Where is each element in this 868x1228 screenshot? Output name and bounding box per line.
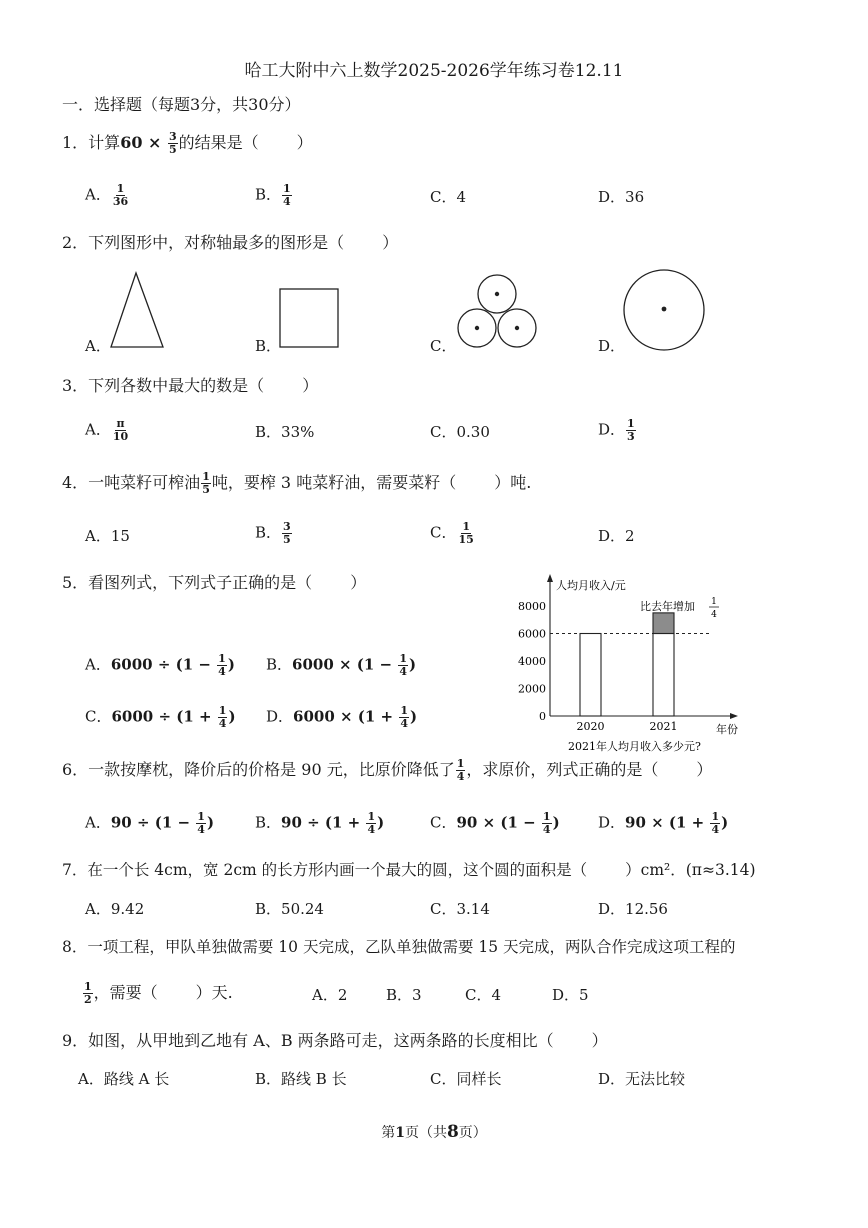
q7-option-a[interactable]: A．9.42 — [85, 900, 145, 918]
q2-option-d[interactable]: D． — [598, 337, 626, 355]
q3-option-d[interactable]: D． $\frac{1}{3}$ — [598, 417, 635, 443]
q1-option-c[interactable]: C．4 — [430, 188, 467, 206]
page-title: 哈工大附中六上数学2025-2026学年练习卷12.11 — [244, 61, 624, 81]
q4-option-c[interactable]: C． $\frac{1}{15}$ — [430, 520, 474, 546]
question-4: 4．一吨菜籽可榨油 $\frac{1}{5}$ 吨，要榨 3 吨菜籽油，需要菜籽（ ）吨. — [62, 470, 532, 496]
q7-option-d[interactable]: D．12.56 — [598, 900, 668, 918]
q9-option-a[interactable]: A．路线 A 长 — [78, 1070, 170, 1088]
q8-option-d[interactable]: D．5 — [552, 986, 589, 1004]
y-tick-label: 2000 — [518, 682, 546, 696]
q8-option-a[interactable]: A．2 — [312, 986, 348, 1004]
q1-option-b[interactable]: B． $\frac{1}{4}$ — [255, 182, 291, 208]
q5-option-d[interactable]: D．6000 × (1 + $\frac{1}{4}$ ) — [266, 704, 418, 730]
x-tick-label: 2020 — [576, 720, 605, 733]
x-axis-arrow — [730, 713, 738, 719]
q4-option-b[interactable]: B． $\frac{3}{5}$ — [255, 520, 291, 546]
question-9: 9．如图，从甲地到乙地有 A、B 两条路可走，这两条路的长度相比（ ） — [62, 1031, 608, 1050]
q4-option-a[interactable]: A．15 — [85, 527, 130, 545]
q9-option-c[interactable]: C．同样长 — [430, 1070, 502, 1088]
triangle-figure — [108, 270, 168, 350]
q6-option-d[interactable]: D．90 × (1 + $\frac{1}{4}$ ) — [598, 810, 729, 836]
x-axis-label: 年份 — [716, 723, 738, 736]
question-3: 3．下列各数中最大的数是（ ） — [62, 376, 319, 395]
q5-option-b[interactable]: B．6000 × (1 − $\frac{1}{4}$ ) — [266, 652, 417, 678]
question-5: 5．看图列式，下列式子正确的是（ ） — [62, 573, 367, 592]
q9-option-d[interactable]: D．无法比较 — [598, 1070, 686, 1088]
increase-annotation: 比去年增加 — [640, 600, 695, 613]
bar-2020 — [580, 634, 601, 717]
q3-option-b[interactable]: B．33% — [255, 423, 315, 441]
y-tick-label: 6000 — [518, 627, 546, 641]
q2-option-b[interactable]: B． — [255, 337, 282, 355]
chart-caption: 2021年人均月收入多少元? — [568, 740, 701, 753]
y-tick-label: 8000 — [518, 600, 546, 613]
y-axis-label: 人均月收入/元 — [556, 579, 626, 592]
bar-increase-2021 — [653, 613, 674, 634]
q9-option-b[interactable]: B．路线 B 长 — [255, 1070, 347, 1088]
q3-option-a[interactable]: A． $\frac{\pi}{10}$ — [85, 417, 129, 443]
three-circles-figure — [454, 272, 540, 352]
q1-option-a[interactable]: A． $\frac{1}{36}$ — [85, 182, 129, 208]
q5-option-c[interactable]: C．6000 ÷ (1 + $\frac{1}{4}$ ) — [85, 704, 236, 730]
q3-option-c[interactable]: C．0.30 — [430, 423, 490, 441]
section-heading: 一．选择题（每题3分，共30分） — [62, 95, 301, 114]
q2-option-c[interactable]: C． — [430, 337, 457, 355]
question-8-line2: $\frac{1}{2}$ ，需要（ ）天. — [84, 980, 233, 1006]
income-bar-chart — [510, 570, 750, 758]
question-8: 8．一项工程，甲队单独做需要 10 天完成，乙队单独做需要 15 天完成，两队合作完成这项工程的 — [62, 938, 736, 956]
y-axis-arrow — [547, 574, 553, 582]
q5-option-a[interactable]: A．6000 ÷ (1 − $\frac{1}{4}$ ) — [85, 652, 235, 678]
square-figure — [278, 287, 342, 351]
q7-option-b[interactable]: B．50.24 — [255, 900, 324, 918]
question-2: 2．下列图形中，对称轴最多的图形是（ ） — [62, 233, 399, 252]
increase-annotation-num: 1 — [711, 597, 717, 607]
q8-option-b[interactable]: B．3 — [386, 986, 422, 1004]
q8-option-c[interactable]: C．4 — [465, 986, 502, 1004]
y-tick-label: 4000 — [518, 655, 546, 668]
q6-option-a[interactable]: A．90 ÷ (1 − $\frac{1}{4}$ ) — [85, 810, 215, 836]
q6-option-c[interactable]: C．90 × (1 − $\frac{1}{4}$ ) — [430, 810, 560, 836]
y-tick-label: 0 — [539, 710, 546, 723]
q7-option-c[interactable]: C．3.14 — [430, 900, 490, 918]
single-circle-figure — [622, 268, 708, 354]
question-6: 6．一款按摩枕，降价后的价格是 90 元，比原价降低了 $\frac{1}{4}$ ，求原价，列式正确的是（ ） — [62, 757, 713, 783]
increase-annotation-den: 4 — [711, 610, 717, 620]
question-7: 7．在一个长 4cm，宽 2cm 的长方形内画一个最大的圆，这个圆的面积是（ ）cm²．(π≈3.14) — [62, 861, 756, 879]
q6-option-b[interactable]: B．90 ÷ (1 + $\frac{1}{4}$ ) — [255, 810, 385, 836]
q4-option-d[interactable]: D．2 — [598, 527, 635, 545]
question-1: 1．计算60 × $\frac{3}{5}$ 的结果是（ ） — [62, 130, 313, 156]
q1-option-d[interactable]: D．36 — [598, 188, 645, 206]
bar-2021 — [653, 634, 674, 717]
q2-option-a[interactable]: A． — [85, 337, 111, 355]
x-tick-label: 2021 — [649, 720, 678, 733]
page-footer: 第1页（共8页） — [381, 1122, 487, 1142]
